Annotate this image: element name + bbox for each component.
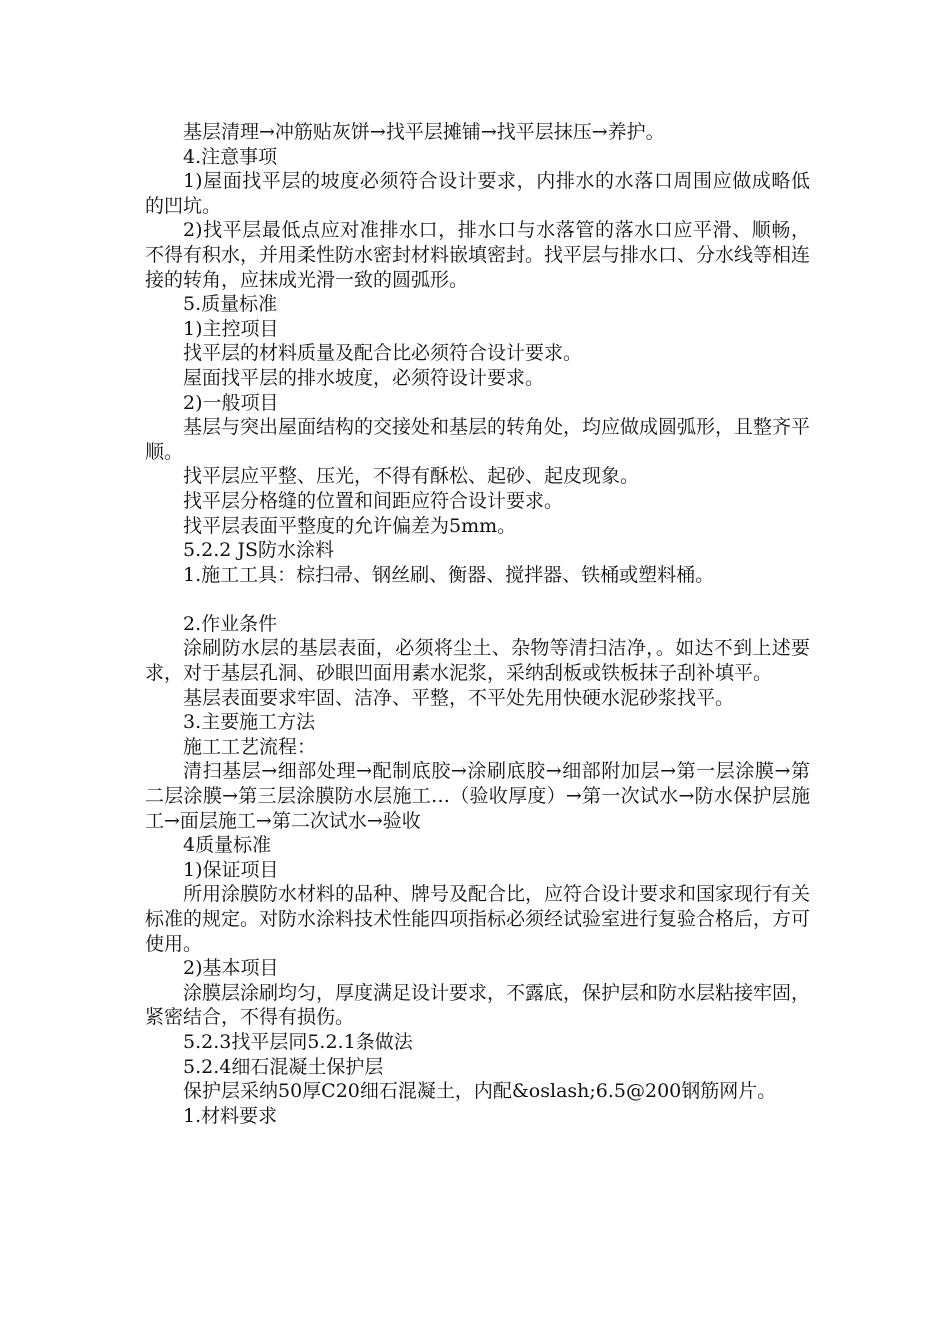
paragraph-coating-uniform: 涂膜层涂刷均匀，厚度满足设计要求，不露底，保护层和防水层粘接牢固，紧密结合，不得有损伤。 [145, 981, 811, 1029]
paragraph-tools: 1.施工工具：棕扫帚、钢丝刷、衡器、搅拌器、铁桶或塑料桶。 [183, 563, 715, 586]
blank-line [145, 587, 810, 612]
heading-methods: 3.主要施工方法 [183, 711, 316, 734]
heading-concrete-protection: 5.2.4细石混凝土保护层 [183, 1055, 384, 1078]
heading-conditions: 2.作业条件 [183, 612, 278, 635]
paragraph-process-label: 施工工艺流程： [183, 735, 317, 758]
paragraph-surface-firm: 基层表面要求牢固、洁净、平整，不平处先用快硬水泥砂浆找平。 [183, 686, 735, 709]
heading-leveling-same: 5.2.3找平层同5.2.1条做法 [183, 1030, 413, 1053]
heading-quality-standard: 4质量标准 [183, 834, 272, 857]
heading-js-coating: 5.2.2 JS防水涂料 [183, 539, 335, 562]
paragraph-material: 找平层的材料质量及配合比必须符合设计要求。 [183, 342, 583, 365]
paragraph-corners: 基层与突出屋面结构的交接处和基层的转角处，均应做成圆弧形，且整齐平顺。 [145, 416, 811, 463]
paragraph-process-flow: 清扫基层→细部处理→配制底胶→涂刷底胶→细部附加层→第一层涂膜→第二层涂膜→第三层涂膜防水层施工…（验收厚度）→第一次试水→防水保护层施工→面层施工→第二次试水→验收 [145, 760, 810, 832]
heading-main-items: 1)主控项目 [183, 317, 279, 340]
paragraph-materials-spec: 所用涂膜防水材料的品种、牌号及配合比，应符合设计要求和国家现行有关标准的规定。对防水涂料技术性能四项指标必须经试验室进行复验合格后，方可使用。 [145, 883, 811, 955]
document-body [145, 120, 810, 1128]
heading-general-items: 2)一般项目 [183, 391, 279, 414]
heading-quality: 5.质量标准 [183, 293, 278, 316]
paragraph-joints: 找平层分格缝的位置和间距应符合设计要求。 [183, 489, 564, 512]
paragraph-flow: 基层清理→冲筋贴灰饼→找平层摊铺→找平层抹压→养护。 [183, 121, 665, 143]
paragraph-protection-spec: 保护层采纳50厚C20细石混凝土，内配&oslash;6.5@200钢筋网片。 [183, 1080, 777, 1103]
paragraph-surface-clean: 涂刷防水层的基层表面，必须将尘土、杂物等清扫洁净，。如达不到上述要求，对于基层孔洞、砂眼凹面用素水泥浆，采纳刮板或铁板抹子刮补填平。 [145, 637, 810, 685]
heading-guarantee-items: 1)保证项目 [183, 858, 279, 881]
paragraph-flatness: 找平层表面平整度的允许偏差为5mm。 [183, 514, 517, 537]
paragraph-smooth: 找平层应平整、压光，不得有酥松、起砂、起皮现象。 [183, 465, 640, 488]
paragraph-slope: 屋面找平层的排水坡度，必须符设计要求。 [183, 366, 545, 389]
heading-material-requirements: 1.材料要求 [183, 1104, 278, 1127]
paragraph-note-1: 1)屋面找平层的坡度必须符合设计要求，内排水的水落口周围应做成略低的凹坑。 [145, 170, 810, 217]
paragraph-note-2: 2)找平层最低点应对准排水口，排水口与水落管的落水口应平滑、顺畅，不得有积水，并用柔性防水密封材料嵌填密封。找平层与排水口、分水线等相连接的转角，应抹成光滑一致的圆弧形。 [145, 219, 811, 291]
heading-basic-items: 2)基本项目 [183, 957, 279, 980]
heading-notes: 4.注意事项 [183, 145, 278, 168]
